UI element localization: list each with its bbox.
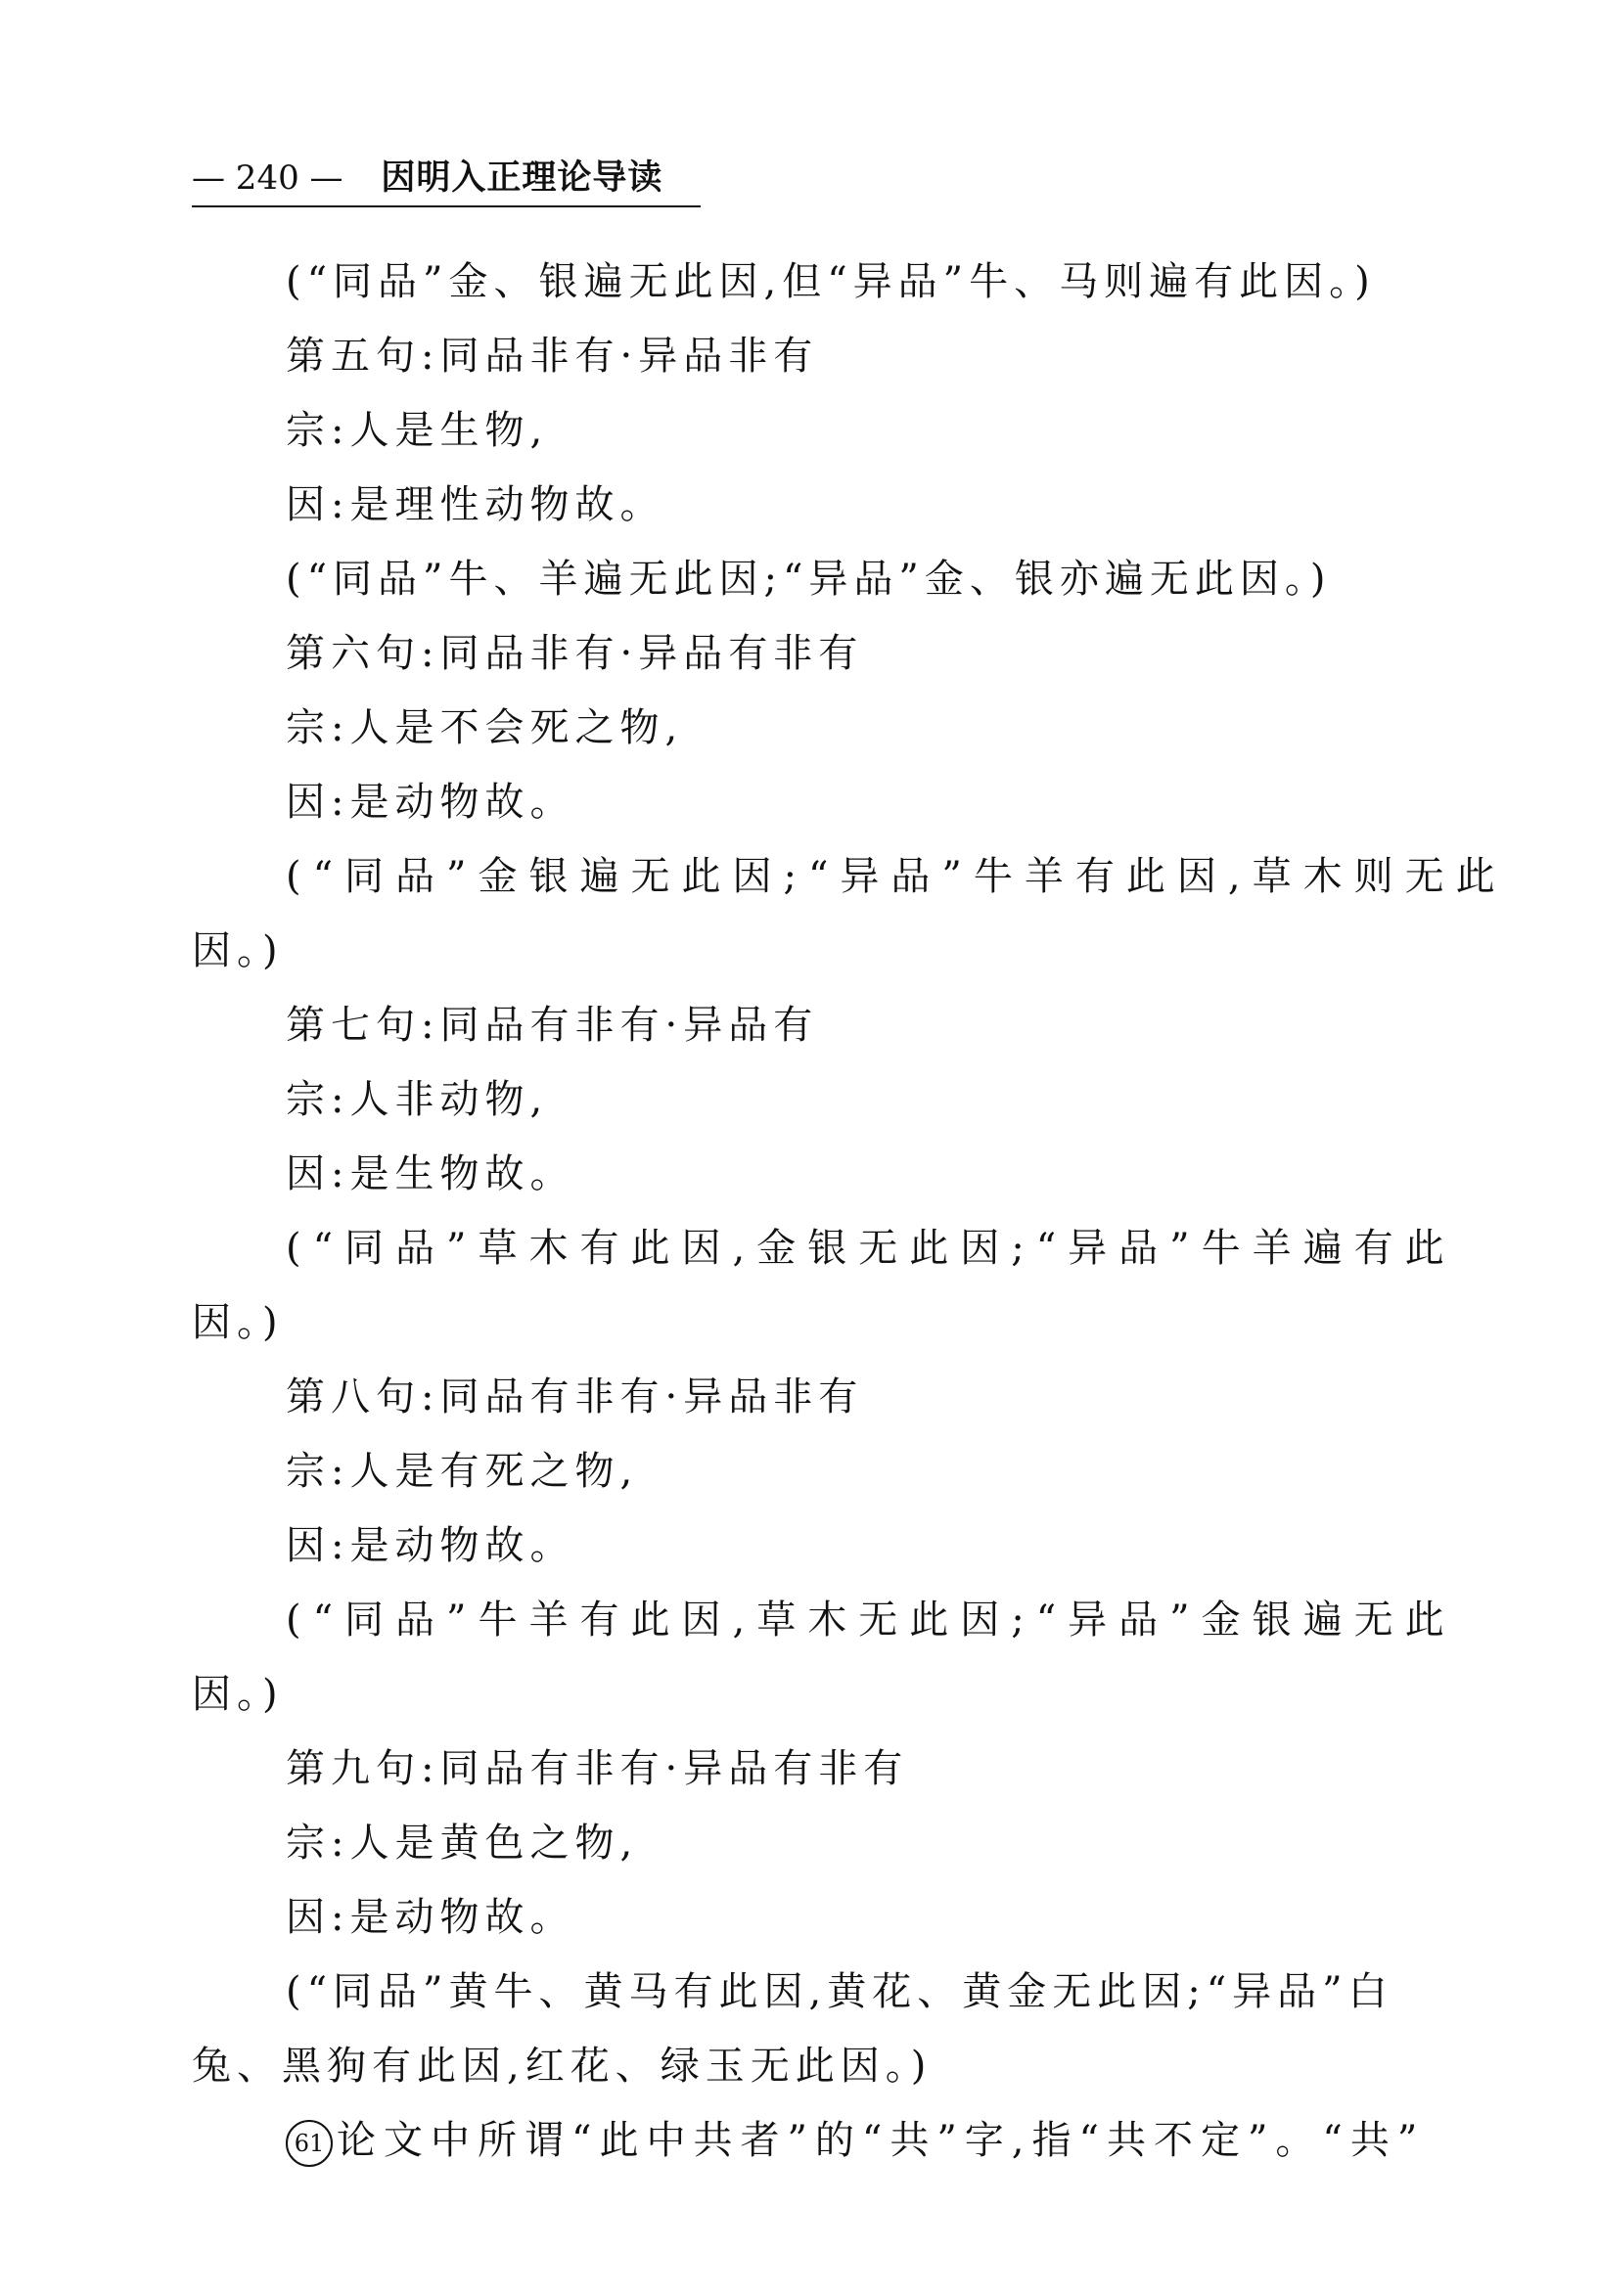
text-line: 第六句:同品非有·异品有非有 [286,631,864,676]
text-line: 因:是生物故。 [286,1151,575,1196]
book-title: 因明入正理论导读 [381,158,663,198]
text-line: 因:是动物故。 [286,1895,575,1940]
text-line: 因。) [192,1300,284,1345]
text-line: 宗:人非动物, [286,1077,549,1122]
text-line: (“同品”草木有此因,金银无此因;“异品”牛羊遍有此 [286,1226,1456,1271]
text-line: (“同品”黄牛、黄马有此因,黄花、黄金无此因;“异品”白 [286,1969,1393,2014]
text-line: 因:是动物故。 [286,780,575,825]
text-line: 第八句:同品有非有·异品非有 [286,1374,864,1419]
footnote-text: 论文中所谓“此中共者”的“共”字,指“共不定”。“共” [337,2118,1426,2163]
text-line: (“同品”金银遍无此因;“异品”牛羊有此因,草木则无此 [286,854,1507,899]
text-line: (“同品”金、银遍无此因,但“异品”牛、马则遍有此因。) [286,259,1376,304]
page-number: — 240 — [192,158,343,198]
text-line: 宗:人是不会死之物, [286,705,684,750]
text-line: 兔、黑狗有此因,红花、绿玉无此因。) [192,2044,933,2089]
footnote-line [192,2103,1426,2178]
running-header [192,151,701,207]
footnote-marker: 61 [286,2120,333,2167]
text-line: 宗:人是有死之物, [286,1449,639,1494]
body-text [192,245,1507,2178]
text-line: 因。) [192,1672,284,1717]
text-line: (“同品”牛、羊遍无此因;“异品”金、银亦遍无此因。) [286,557,1332,602]
text-line: 因:是动物故。 [286,1523,575,1568]
text-line: 宗:人是生物, [286,408,549,453]
text-line: 第九句:同品有非有·异品有非有 [286,1746,909,1791]
text-line: 宗:人是黄色之物, [286,1821,639,1866]
text-line: 第七句:同品有非有·异品有 [286,1003,819,1048]
text-line: 第五句:同品非有·异品非有 [286,334,819,379]
text-line: (“同品”牛羊有此因,草木无此因;“异品”金银遍无此 [286,1598,1456,1643]
text-line: 因:是理性动物故。 [286,482,665,527]
text-line: 因。) [192,928,284,973]
